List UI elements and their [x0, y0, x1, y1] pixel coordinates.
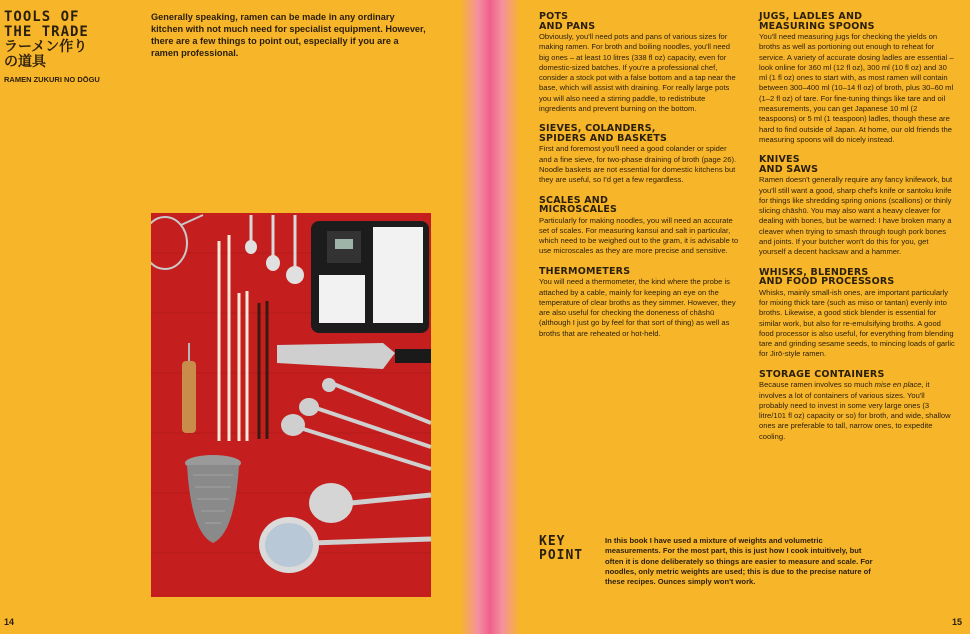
section-body-text: Because ramen involves so much [759, 380, 875, 390]
section-heading: WHISKS, BLENDERS [759, 266, 869, 278]
right-column-2 [759, 12, 955, 452]
section-scales [539, 196, 739, 257]
page-number-left: 14 [4, 617, 15, 627]
key-point-label [539, 535, 609, 563]
section-thermometers [539, 267, 739, 339]
section-body: Obviously, you'll need pots and pans of various sizes for making ramen. For broth and boiling noodles, you'll need big ones – at least 10 litres (338 fl oz) capacity, even for domestic-sized batches. If you're a professional chef, consider a stock pot with a false bottom and a tap near the base, which will assist with draining. For really large pots you will also need a stirring paddle, to redistribute ingredients and prevent burning on the bottom. [539, 32, 736, 114]
section-heading: AND SAWS [759, 163, 819, 175]
title-line-1: TOOLS OF [4, 9, 80, 25]
section-storage [759, 370, 955, 442]
section-body: First and foremost you'll need a good colander or spider and a fine sieve, for two-phase draining of broth (page 26). Noodle baskets are not essential for domestic kitchens but they are useful, so I'd get a few regardless. [539, 144, 737, 185]
section-body: Ramen doesn't generally require any fancy knifework, but you'll still want a good, sharp chef's knife or santoku knife for things like shredding spring onions (scallions) or thinly slicing chāshū. You may also want a heavy cleaver for dealing with bones, but be warned: I have broken many a cleaver when trying to smash through tough pork bones and joints. If your butcher won't do this for you, get yourself a decent hacksaw and a hammer. [759, 175, 953, 257]
section-body: Whisks, mainly small-ish ones, are important particularly for mixing thick tare (such as miso or tantan) evenly into broths. Likewise, a good stick blender is essential for similar work, but also for re-emulsifying broths. A good food processor is also useful, for everything from blending tare and grinding sesame seeds, to mincing loads of garlic for Jirō-style ramen. [759, 287, 955, 359]
kitchen-tools-photo [151, 213, 431, 597]
section-heading: STORAGE CONTAINERS [759, 368, 885, 380]
section-body-text: , it involves a lot of containers of various sizes. You'll probably need to invest in some very large ones (3 litre/101 fl oz) capacity or so) for broth, and wide, shallow ones are preferable to tall, narrow ones, to expedite cooling. [759, 380, 951, 441]
right-column-1 [539, 12, 739, 349]
section-heading: SCALES AND [539, 194, 609, 206]
section-heading: AND PANS [539, 20, 596, 32]
title-romaji: RAMEN ZUKURI NO DŌGU [4, 75, 100, 84]
section-heading: SIEVES, COLANDERS, [539, 123, 656, 135]
section-body-emphasis: mise en place [874, 380, 922, 390]
section-heading: MICROSCALES [539, 204, 618, 216]
section-knives [759, 155, 955, 257]
section-heading: AND FOOD PROCESSORS [759, 276, 895, 288]
section-whisks [759, 268, 955, 360]
title-jp-line-1: ラーメン作り [4, 39, 88, 55]
title-line-2: THE TRADE [4, 24, 89, 40]
intro-paragraph: Generally speaking, ramen can be made in any ordinary kitchen with not much need for specialist equipment. However, there are a few things to point out, especially if you are a ramen professional. [151, 12, 426, 58]
title-jp-line-2: の道具 [4, 54, 46, 70]
section-heading: POTS [539, 11, 569, 22]
page-number-right: 15 [952, 617, 963, 627]
section-body [759, 380, 955, 442]
page-title [4, 10, 144, 87]
section-heading: SPIDERS AND BASKETS [539, 132, 668, 144]
key-point-label-line: POINT [539, 548, 584, 563]
page-gutter [460, 0, 520, 634]
key-point-text: In this book I have used a mixture of weights and volumetric measurements. For the most part, this is just how I cook intuitively, but often it is done deliberately so things are easier to measure and scale. For noodles, only metric weights are used; this is due to the precise nature of these recipes. Ounces simply won't work. [605, 536, 873, 587]
section-jugs-ladles [759, 12, 955, 145]
section-heading: MEASURING SPOONS [759, 20, 875, 32]
section-body: Particularly for making noodles, you will need an accurate set of scales. For measuring kansui and salt in particular, which need to be weighed out to the gram, it is advisable to use microscales as they are more precise and sensitive. [539, 215, 739, 256]
section-pots-and-pans [539, 12, 739, 114]
section-sieves [539, 124, 739, 185]
section-body: You'll need measuring jugs for checking the yields on broths as well as portioning out enough to reheat for service. A variety of accurate dosing ladles are essential – look online for 360 ml (12 fl oz), 300 ml (10 fl oz) and 30 ml (1 fl oz) ones to start with, as most ramen will contain between 300–400 ml (10–14 fl oz) of broth, plus 30–60 ml (1–2 fl oz) of tare. For fine-tuning things like tare and oil measurements, you can get Japanese 10 ml (2 teaspoons) or 5 ml (1 teaspoon) ladles, though these are hard to find outside of Japan. At home, our old friends the measuring spoons will do nicely instead. [759, 32, 954, 144]
section-body: You will need a thermometer, the kind where the probe is attached by a cable, mainly for keeping an eye on the temperature of clear broths as they simmer. However, they are also useful for checking the doneness of chāshū (although I just go by feel for that sort of thing) as well as broths that are reheated or hot-held. [539, 277, 736, 338]
section-heading: THERMOMETERS [539, 265, 631, 277]
section-heading: KNIVES [759, 154, 800, 166]
key-point-label-line: KEY [539, 534, 566, 549]
section-heading: JUGS, LADLES AND [759, 11, 863, 22]
